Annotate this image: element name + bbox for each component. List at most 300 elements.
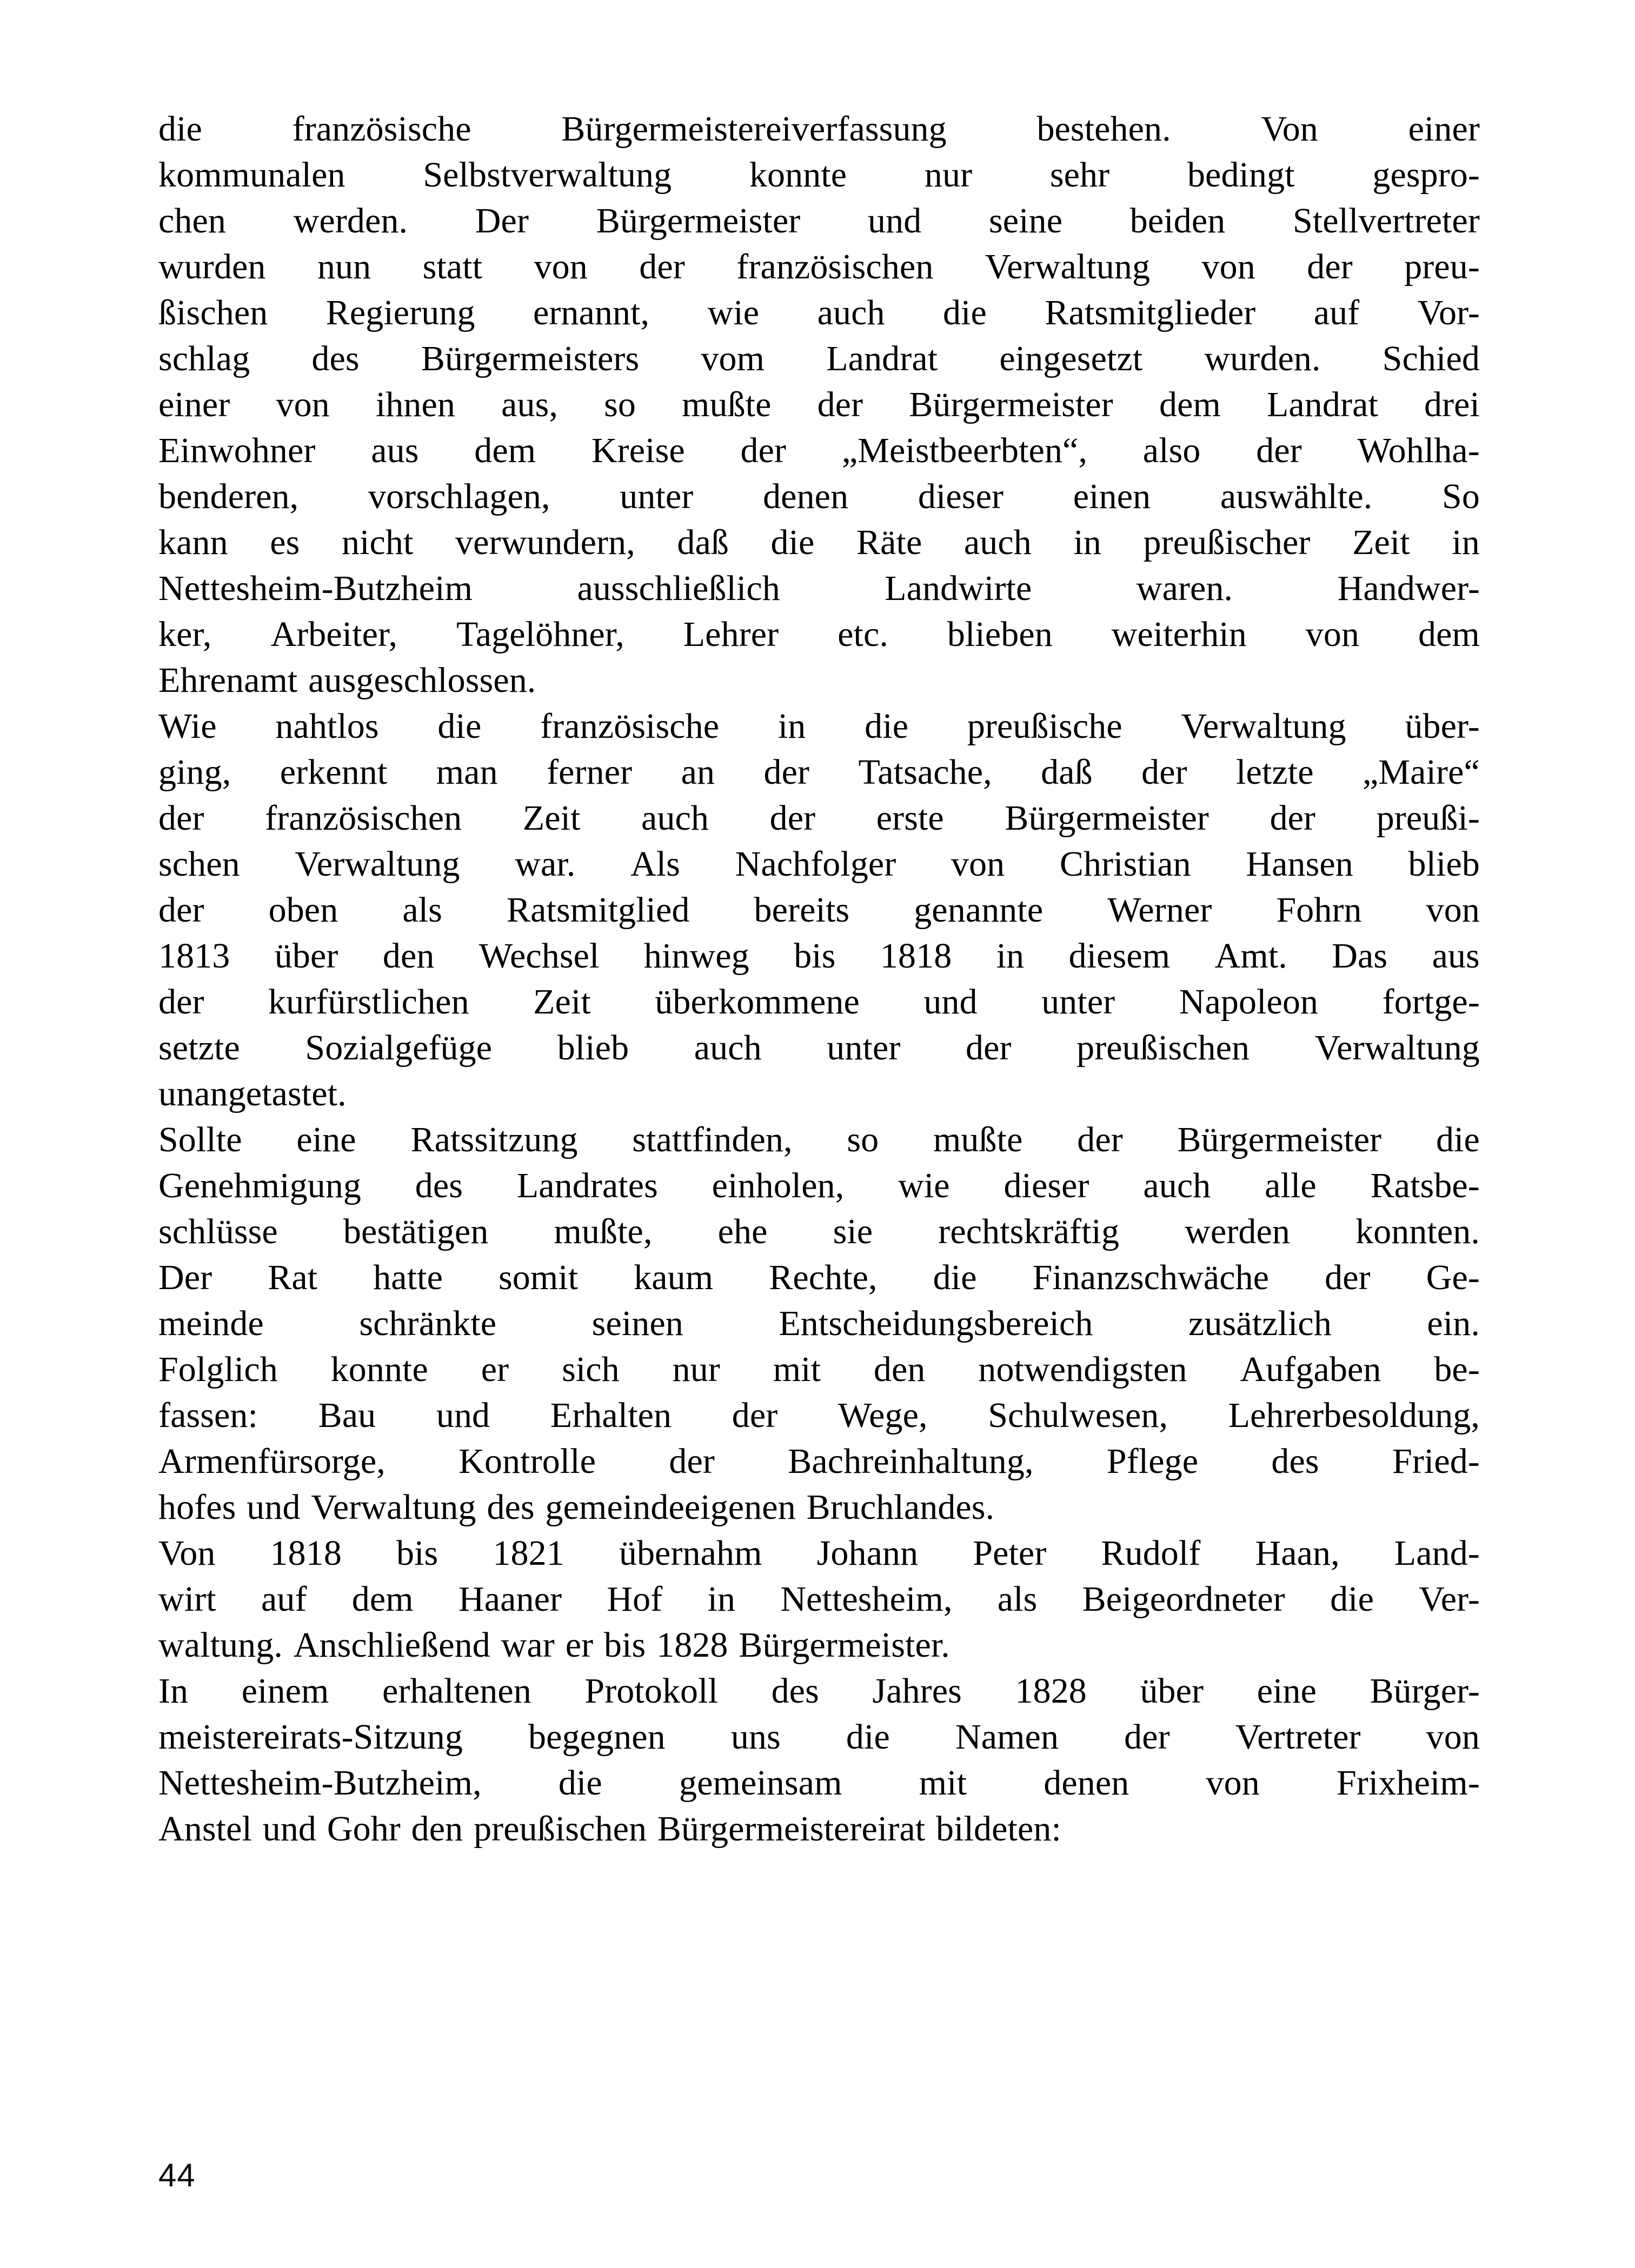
word: ausschließlich [577, 569, 780, 608]
word: und [247, 1487, 301, 1527]
word: der [669, 1442, 715, 1481]
word: bis [603, 1625, 646, 1665]
text-line [158, 152, 1480, 198]
word: kann [158, 523, 228, 562]
text-line [158, 336, 1480, 382]
word: die [1435, 1120, 1480, 1159]
word: Peter [973, 1533, 1047, 1573]
word: Verwaltung [1181, 706, 1346, 746]
word: kurfürstlichen [268, 982, 469, 1022]
text-line [158, 1209, 1480, 1255]
word: ging, [158, 752, 231, 792]
word: Fohrn [1276, 890, 1362, 930]
word: unter [1041, 982, 1115, 1022]
word: mit [919, 1763, 967, 1803]
word: dem [1159, 385, 1221, 424]
word: waren. [1136, 569, 1233, 608]
word: er [481, 1350, 509, 1389]
word: Fried- [1392, 1442, 1480, 1481]
word: Haaner [458, 1579, 562, 1619]
word: etc. [838, 615, 888, 654]
word: fassen: [158, 1396, 258, 1435]
word: mußte, [554, 1212, 653, 1251]
text-line [158, 428, 1480, 473]
text-line [158, 703, 1480, 749]
word: unangetastet. [158, 1074, 347, 1113]
word: bedingt [1187, 155, 1295, 195]
word: Ratsbe- [1370, 1166, 1480, 1205]
word: fortge- [1382, 982, 1480, 1022]
word: war. [515, 844, 576, 884]
word: Räte [856, 523, 922, 562]
word: erhaltenen [382, 1671, 531, 1711]
word: Bürgermeistereirat [657, 1809, 926, 1849]
word: sehr [1049, 155, 1110, 195]
word: der [1124, 1717, 1170, 1757]
word: bestätigen [343, 1212, 489, 1251]
word: in [1452, 523, 1480, 562]
word: erkennt [280, 752, 388, 792]
word: Bau [318, 1396, 376, 1435]
word: seinen [591, 1304, 683, 1343]
word: in [996, 936, 1025, 976]
word: drei [1424, 385, 1480, 424]
text-line [158, 841, 1480, 887]
word: Bürgermeister [596, 201, 801, 241]
word: Bürgermeister. [739, 1625, 950, 1665]
word: Beigeordneter [1082, 1579, 1285, 1619]
word: nur [672, 1350, 720, 1389]
text-line [158, 1806, 1480, 1852]
word: Christian [1059, 844, 1191, 884]
word: auch [1143, 1166, 1211, 1205]
word: Hansen [1246, 844, 1353, 884]
text-line [158, 933, 1480, 979]
word: er [565, 1625, 594, 1665]
word: aus, [501, 385, 558, 424]
word: die [933, 1258, 977, 1297]
word: Jahres [872, 1671, 962, 1711]
word: seine [989, 201, 1063, 241]
word: blieb [1408, 844, 1480, 884]
word: Frixheim- [1337, 1763, 1480, 1803]
word: schen [158, 844, 240, 884]
word: Ge- [1426, 1258, 1480, 1297]
word: chen [158, 201, 226, 241]
text-line [158, 1438, 1480, 1484]
word: begegnen [528, 1717, 666, 1757]
word: auch [694, 1028, 762, 1068]
word: Schulwesen, [988, 1396, 1168, 1435]
word: statt [422, 247, 483, 286]
text-line [158, 1300, 1480, 1346]
word: französischen [736, 247, 934, 286]
text-line [158, 1760, 1480, 1806]
paragraph [158, 1117, 1480, 1530]
word: Schied [1382, 339, 1480, 378]
word: eine [296, 1120, 356, 1159]
word: schlüsse [158, 1212, 278, 1251]
text-line [158, 198, 1480, 244]
word: daß [1041, 752, 1093, 792]
word: Ratssitzung [410, 1120, 578, 1159]
word: ferner [547, 752, 633, 792]
word: der [158, 982, 204, 1022]
word: französische [292, 109, 471, 149]
word: den [411, 1809, 463, 1849]
word: blieb [557, 1028, 629, 1068]
word: Das [1332, 936, 1388, 976]
word: von [1305, 615, 1360, 654]
word: die [943, 293, 987, 332]
word: Rat [268, 1258, 318, 1297]
word: der [763, 752, 810, 792]
text-line [158, 565, 1480, 611]
text-line [158, 106, 1480, 152]
word: Landwirte [885, 569, 1032, 608]
text-line [158, 1346, 1480, 1392]
word: Zeit [522, 798, 581, 838]
word: Von [1261, 109, 1318, 149]
word: war [501, 1625, 555, 1665]
word: in [777, 706, 806, 746]
text-line [158, 1117, 1480, 1163]
word: die [1330, 1579, 1374, 1619]
word: preußischen [1076, 1028, 1250, 1068]
paragraph [158, 1530, 1480, 1668]
word: somit [498, 1258, 579, 1297]
word: die [437, 706, 482, 746]
word: 1818 [880, 936, 952, 976]
word: daß [677, 523, 729, 562]
word: nun [317, 247, 371, 286]
word: oben [268, 890, 338, 930]
text-line [158, 749, 1480, 795]
word: Amt. [1214, 936, 1287, 976]
word: stattfinden, [632, 1120, 793, 1159]
word: Von [158, 1533, 216, 1573]
word: Verwaltung [311, 1487, 476, 1527]
word: und [436, 1396, 490, 1435]
paragraph [158, 106, 1480, 703]
word: preußischer [1143, 523, 1311, 562]
word: der [1077, 1120, 1123, 1159]
word: Sollte [158, 1120, 242, 1159]
word: rechtskräftig [938, 1212, 1120, 1251]
word: Verwaltung [985, 247, 1151, 286]
word: Kreise [591, 431, 685, 470]
word: Bachreinhaltung, [788, 1442, 1034, 1481]
word: bis [396, 1533, 438, 1573]
word: als [402, 890, 442, 930]
word: Napoleon [1179, 982, 1319, 1022]
word: einer [158, 385, 230, 424]
word: dieser [918, 477, 1004, 516]
word: kaum [634, 1258, 714, 1297]
word: übernahm [619, 1533, 762, 1573]
word: des [1271, 1442, 1319, 1481]
word: als [997, 1579, 1038, 1619]
word: 1818 [270, 1533, 342, 1573]
word: von [1206, 1763, 1260, 1803]
word: meistereirats-Sitzung [158, 1717, 463, 1757]
word: eingesetzt [999, 339, 1143, 378]
word: ker, [158, 615, 212, 654]
word: hinweg [643, 936, 749, 976]
body-text-column [158, 106, 1480, 1852]
word: einholen, [712, 1166, 845, 1205]
word: der [1325, 1258, 1371, 1297]
word: dieser [1003, 1166, 1089, 1205]
text-line [158, 611, 1480, 657]
word: In [158, 1671, 189, 1711]
word: Wohlha- [1357, 431, 1480, 470]
word: Protokoll [584, 1671, 719, 1711]
word: unter [620, 477, 694, 516]
word: ausgeschlossen. [308, 661, 536, 700]
word: Wege, [838, 1396, 928, 1435]
word: bestehen. [1036, 109, 1171, 149]
word: einem [241, 1671, 329, 1711]
word: Hof [607, 1579, 663, 1619]
word: dem [351, 1579, 414, 1619]
word: nicht [341, 523, 414, 562]
word: Bürger- [1370, 1671, 1480, 1711]
word: wurden [158, 247, 266, 286]
word: Wechsel [478, 936, 600, 976]
word: Lehrer [683, 615, 779, 654]
word: schlag [158, 339, 250, 378]
word: aus [371, 431, 419, 470]
word: Einwohner [158, 431, 316, 470]
word: Handwer- [1337, 569, 1480, 608]
word: bis [794, 936, 836, 976]
word: Erhalten [550, 1396, 672, 1435]
word: hofes [158, 1487, 236, 1527]
word: Tagelöhner, [456, 615, 624, 654]
word: Nettesheim-Butzheim, [158, 1763, 482, 1803]
text-line [158, 519, 1480, 565]
word: ehe [717, 1212, 768, 1251]
word: denen [763, 477, 849, 516]
word: überkommene [655, 982, 860, 1022]
word: ein. [1427, 1304, 1480, 1343]
word: vom [701, 339, 765, 378]
word: und [868, 201, 922, 241]
word: der [769, 798, 816, 838]
word: dem [1418, 615, 1480, 654]
text-line [158, 657, 1480, 703]
word: konnte [749, 155, 847, 195]
word: bereits [754, 890, 850, 930]
word: konnte [330, 1350, 428, 1389]
word: Ratsmitglied [507, 890, 690, 930]
word: unter [827, 1028, 901, 1068]
text-line [158, 244, 1480, 290]
word: preußischen [474, 1809, 647, 1849]
word: den [382, 936, 435, 976]
word: Bruchlandes. [806, 1487, 995, 1527]
word: „Meistbeerbten“, [841, 431, 1088, 470]
word: 1828 [656, 1625, 728, 1665]
word: alle [1265, 1166, 1317, 1205]
word: letzte [1236, 752, 1314, 792]
word: Entscheidungsbereich [779, 1304, 1093, 1343]
word: mußte [682, 385, 772, 424]
word: Kontrolle [458, 1442, 596, 1481]
word: die [558, 1763, 602, 1803]
word: 1821 [493, 1533, 564, 1573]
word: des [415, 1166, 463, 1205]
word: auch [817, 293, 885, 332]
word: in [707, 1579, 736, 1619]
word: an [681, 752, 715, 792]
word: werden [1185, 1212, 1290, 1251]
word: setzte [158, 1028, 240, 1068]
text-line [158, 1622, 1480, 1668]
word: Vertreter [1235, 1717, 1361, 1757]
word: der [158, 890, 204, 930]
word: Bürgermeister [1005, 798, 1209, 838]
word: weiterhin [1111, 615, 1247, 654]
word: 1813 [158, 936, 230, 976]
word: denen [1044, 1763, 1129, 1803]
text-line [158, 1576, 1480, 1622]
word: wurden. [1204, 339, 1321, 378]
text-line [158, 1668, 1480, 1714]
word: in [1073, 523, 1101, 562]
word: zusätzlich [1188, 1304, 1332, 1343]
word: Der [158, 1258, 212, 1297]
word: über [1140, 1671, 1204, 1711]
word: Landrat [1266, 385, 1378, 424]
word: eine [1257, 1671, 1317, 1711]
word: bildeten: [936, 1809, 1061, 1849]
text-line [158, 979, 1480, 1025]
word: Ehrenamt [158, 661, 298, 700]
word: Werner [1107, 890, 1212, 930]
word: auswählte. [1220, 477, 1373, 516]
word: so [847, 1120, 879, 1159]
word: aus [1432, 936, 1480, 976]
word: Sozialgefüge [305, 1028, 493, 1068]
word: Aufgaben [1240, 1350, 1381, 1389]
word: Land- [1394, 1533, 1480, 1573]
word: einer [1408, 109, 1480, 149]
word: So [1442, 477, 1480, 516]
word: französischen [265, 798, 462, 838]
word: nahtlos [275, 706, 379, 746]
word: dem [474, 431, 536, 470]
text-line [158, 382, 1480, 428]
word: Selbstverwaltung [423, 155, 672, 195]
word: auf [261, 1579, 307, 1619]
word: Arbeiter, [270, 615, 398, 654]
text-line [158, 887, 1480, 933]
word: von [1426, 890, 1480, 930]
word: den [873, 1350, 926, 1389]
word: genannte [914, 890, 1044, 930]
word: Tatsache, [858, 752, 992, 792]
word: von [951, 844, 1005, 884]
word: so [604, 385, 636, 424]
word: Verwaltung [1314, 1028, 1480, 1068]
text-line [158, 1392, 1480, 1438]
word: Namen [955, 1717, 1059, 1757]
word: Verwaltung [295, 844, 460, 884]
text-line [158, 1163, 1480, 1209]
word: ßischen [158, 293, 268, 332]
word: Lehrerbesoldung, [1228, 1396, 1480, 1435]
word: preußische [967, 706, 1122, 746]
word: Bürgermeisters [421, 339, 640, 378]
word: von [534, 247, 588, 286]
word: die [158, 109, 202, 149]
word: die [865, 706, 909, 746]
word: des [311, 339, 360, 378]
word: nur [924, 155, 973, 195]
word: ernannt, [533, 293, 650, 332]
word: Armenfürsorge, [158, 1442, 386, 1481]
text-line [158, 1255, 1480, 1300]
word: 1828 [1015, 1671, 1087, 1711]
word: der [1141, 752, 1187, 792]
word: Folglich [158, 1350, 278, 1389]
word: waltung. [158, 1625, 283, 1665]
word: uns [730, 1717, 781, 1757]
word: erste [876, 798, 944, 838]
word: verwundern, [455, 523, 635, 562]
word: es [270, 523, 300, 562]
word: der [817, 385, 863, 424]
word: über [274, 936, 338, 976]
word: Vor- [1417, 293, 1480, 332]
word: von [1426, 1717, 1480, 1757]
text-line [158, 1025, 1480, 1071]
text-line [158, 290, 1480, 336]
word: Stellvertreter [1293, 201, 1480, 241]
word: die [770, 523, 815, 562]
word: die [846, 1717, 890, 1757]
word: Johann [816, 1533, 919, 1573]
text-line [158, 1714, 1480, 1760]
word: benderen, [158, 477, 299, 516]
word: und [923, 982, 978, 1022]
text-line [158, 1484, 1480, 1530]
word: notwendigsten [978, 1350, 1187, 1389]
word: man [436, 752, 498, 792]
word: sich [562, 1350, 620, 1389]
word: Gohr [327, 1809, 401, 1849]
word: auch [963, 523, 1032, 562]
word: Pflege [1106, 1442, 1199, 1481]
word: Zeit [533, 982, 591, 1022]
word: Ver- [1419, 1579, 1480, 1619]
word: Ratsmitglieder [1045, 293, 1256, 332]
word: gespro- [1372, 155, 1480, 195]
word: schränkte [359, 1304, 497, 1343]
word: vorschlagen, [368, 477, 550, 516]
word: wirt [158, 1579, 216, 1619]
word: wie [898, 1166, 950, 1205]
word: der [965, 1028, 1012, 1068]
word: be- [1434, 1350, 1480, 1389]
word: Zeit [1352, 523, 1410, 562]
word: preu- [1404, 247, 1480, 286]
text-line [158, 1071, 1480, 1117]
word: der [740, 431, 787, 470]
word: konnten. [1355, 1212, 1480, 1251]
